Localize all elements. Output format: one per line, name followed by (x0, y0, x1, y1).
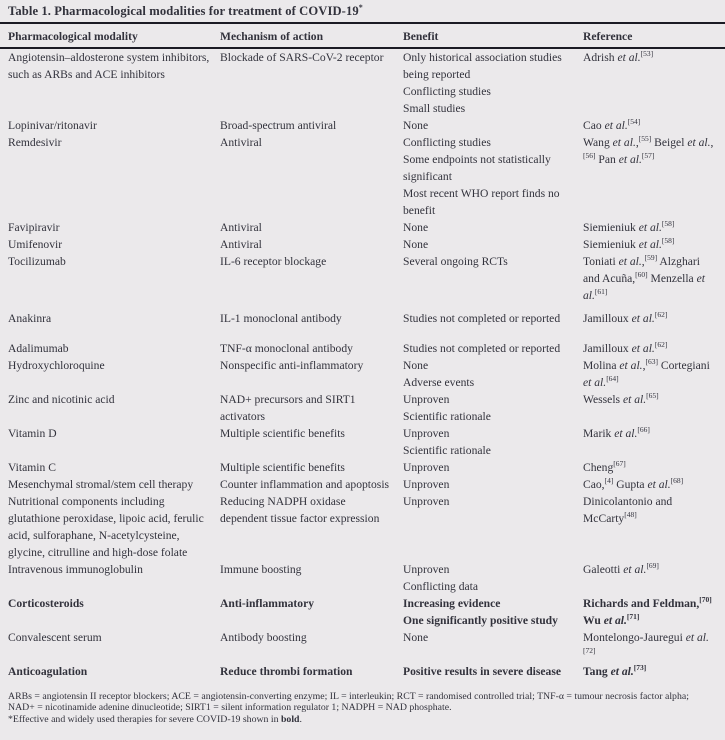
modality-cell: Mesenchymal stromal/stem cell therapy (8, 477, 194, 491)
text-segment: Montelongo-Jauregui (583, 630, 686, 644)
table-row (0, 134, 725, 219)
benefit-line: Several ongoing RCTs (403, 254, 508, 268)
mechanism-cell: Antiviral (220, 220, 262, 234)
benefit-cell (403, 561, 583, 595)
text-segment: et al. (623, 562, 647, 576)
table-row (0, 117, 725, 134)
text-segment: et al. (583, 375, 607, 389)
benefit-cell (403, 663, 583, 680)
benefit-line: None (403, 630, 429, 644)
text-segment: Jamilloux (583, 341, 632, 355)
modality-cell: Zinc and nicotinic acid (8, 392, 115, 406)
mechanism-cell: Broad-spectrum antiviral (220, 118, 337, 132)
column-header-mechanism: Mechanism of action (220, 30, 324, 43)
text-segment: [61] (594, 286, 608, 296)
table-row (0, 629, 725, 663)
modality-cell: Lopinivar/ritonavir (8, 118, 97, 132)
mechanism-cell: TNF-α monoclonal antibody (220, 341, 353, 355)
modality-cell: Angiotensin–aldosterone system inhibitors, such as ARBs and ACE inhibitors (8, 50, 210, 81)
benefit-line: Most recent WHO report finds no benefit (403, 186, 560, 217)
text-segment: [4] (604, 475, 614, 485)
benefit-line: Small studies (403, 101, 466, 115)
text-segment: Wessels (583, 392, 623, 406)
text-segment: Dinicolantonio and McCarty (583, 494, 673, 525)
text-segment: [62] (654, 309, 668, 319)
modality-cell: Corticosteroids (8, 596, 84, 610)
benefit-cell (403, 391, 583, 425)
text-segment: Cheng (583, 460, 614, 474)
reference-cell (583, 629, 717, 663)
table-row (0, 310, 725, 327)
text-segment: Cao, (583, 477, 605, 491)
reference-cell (583, 219, 717, 236)
mechanism-cell: Multiple scientific benefits (220, 426, 345, 440)
reference-cell (583, 49, 717, 66)
reference-cell (583, 561, 717, 578)
text-segment: et al. (687, 135, 711, 149)
text-segment: [56] (583, 150, 596, 160)
mechanism-cell: Antiviral (220, 135, 262, 149)
table-row (0, 391, 725, 425)
benefit-line: Unproven (403, 460, 450, 474)
modality-cell: Hydroxychloroquine (8, 358, 105, 372)
modality-cell: Tocilizumab (8, 254, 66, 268)
text-segment: Cortegiani (657, 358, 710, 372)
text-segment: [64] (606, 373, 619, 383)
text-segment: et al. (638, 237, 662, 251)
footnotes (0, 680, 725, 726)
benefit-line: None (403, 237, 429, 251)
benefit-line: Conflicting studies (403, 84, 491, 98)
text-segment: [68] (670, 475, 684, 485)
text-segment: [72] (583, 645, 596, 655)
text-segment: et al. (610, 664, 634, 678)
modality-cell: Convalescent serum (8, 630, 102, 644)
reference-cell (583, 425, 717, 442)
benefit-line: Conflicting data (403, 579, 479, 593)
benefit-line: Unproven (403, 494, 450, 508)
benefit-line: Unproven (403, 426, 450, 440)
table-body (0, 49, 725, 680)
mechanism-cell: IL-6 receptor blockage (220, 254, 327, 268)
modality-cell: Nutritional components including glutathione peroxidase, lipoic acid, ferulic acid, sulforaphane, N-acetylcysteine, glycine, citrulline and high-dose folate (8, 494, 204, 559)
mechanism-cell: Blockade of SARS-CoV-2 receptor (220, 50, 384, 64)
table-row (0, 561, 725, 595)
text-segment: et al. (604, 118, 628, 132)
benefit-cell (403, 236, 583, 253)
text-segment: et al. (685, 630, 709, 644)
benefit-line: Positive results in severe disease (403, 664, 561, 678)
text-segment: [69] (646, 560, 659, 570)
text-segment: Pan (595, 152, 619, 166)
reference-cell (583, 134, 717, 168)
text-segment: , (642, 358, 646, 372)
text-segment: [73] (633, 662, 647, 672)
text-segment: Cao (583, 118, 605, 132)
mechanism-cell: Reducing NADPH oxidase dependent tissue factor expression (220, 494, 380, 525)
table-title-footnote-marker: * (358, 2, 363, 12)
table-title-text: Table 1. Pharmacological modalities for treatment of COVID-19 (8, 4, 359, 18)
mechanism-cell: Immune boosting (220, 562, 302, 576)
table-row (0, 357, 725, 391)
text-segment: bold (280, 713, 300, 725)
text-segment: [71] (626, 611, 640, 621)
text-segment: Gupta (613, 477, 648, 491)
table-row (0, 253, 725, 304)
text-segment: Alzghari and Acuña, (583, 254, 700, 285)
modality-cell: Favipiravir (8, 220, 60, 234)
table-row (0, 663, 725, 680)
benefit-cell (403, 425, 583, 459)
text-segment: Jamilloux (583, 311, 632, 325)
table-row (0, 49, 725, 117)
reference-cell (583, 459, 717, 476)
column-header-modality: Pharmacological modality (8, 30, 138, 43)
text-segment: et al. (618, 152, 642, 166)
text-segment: et al. (638, 220, 662, 234)
text-segment: Adrish (583, 50, 618, 64)
text-segment: Beigel (651, 135, 688, 149)
text-segment: Richards and Feldman, (583, 596, 700, 610)
reference-cell (583, 236, 717, 253)
text-segment: Menzella (647, 271, 697, 285)
benefit-cell (403, 219, 583, 236)
text-segment: Toniati (583, 254, 619, 268)
benefit-line: Studies not completed or reported (403, 341, 561, 355)
text-segment: . (299, 713, 302, 725)
benefit-line: Unproven (403, 562, 450, 576)
reference-cell (583, 253, 717, 304)
text-segment: [57] (641, 150, 655, 160)
benefit-cell (403, 49, 583, 117)
benefit-line: Scientific rationale (403, 409, 491, 423)
text-segment: et al. (619, 358, 643, 372)
text-segment: et al. (583, 271, 705, 302)
benefit-line: Conflicting studies (403, 135, 491, 149)
text-segment: Siemieniuk (583, 220, 639, 234)
modality-cell: Intravenous immunoglobulin (8, 562, 143, 576)
table-row (0, 425, 725, 459)
footnote-line (8, 714, 717, 726)
text-segment: , (635, 135, 639, 149)
benefit-cell (403, 459, 583, 476)
text-segment: [63] (645, 356, 658, 366)
benefit-line: Scientific rationale (403, 443, 491, 457)
table-row (0, 459, 725, 476)
benefit-cell (403, 357, 583, 391)
column-header-benefit: Benefit (403, 30, 439, 43)
text-segment: et al. (618, 254, 642, 268)
reference-cell (583, 117, 717, 134)
text-segment: , (641, 254, 645, 268)
reference-cell (583, 476, 717, 493)
text-segment: [58] (661, 218, 675, 228)
reference-cell (583, 493, 717, 527)
table-header-row (0, 24, 725, 47)
benefit-cell (403, 253, 583, 270)
table-row (0, 219, 725, 236)
text-segment: [66] (637, 424, 650, 434)
text-segment: Wu (583, 613, 604, 627)
text-segment: Molina (583, 358, 620, 372)
modality-cell: Vitamin D (8, 426, 57, 440)
mechanism-cell: Antiviral (220, 237, 262, 251)
mechanism-cell: NAD+ precursors and SIRT1 activators (220, 392, 356, 423)
benefit-line: Increasing evidence (403, 596, 501, 610)
text-segment: [54] (627, 116, 641, 126)
benefit-line: Some endpoints not statistically significant (403, 152, 551, 183)
mechanism-cell: IL-1 monoclonal antibody (220, 311, 342, 325)
benefit-line: None (403, 358, 429, 372)
reference-cell (583, 595, 717, 629)
text-segment: [60] (635, 269, 648, 279)
reference-cell (583, 310, 717, 327)
modality-cell: Anticoagulation (8, 664, 88, 678)
text-segment: [58] (661, 235, 675, 245)
text-segment: [70] (699, 594, 712, 604)
modality-cell: Adalimumab (8, 341, 69, 355)
modality-cell: Umifenovir (8, 237, 63, 251)
reference-cell (583, 663, 717, 680)
table-row (0, 340, 725, 357)
text-segment: [55] (638, 133, 652, 143)
benefit-line: Only historical association studies being reported (403, 50, 562, 81)
table-row (0, 493, 725, 561)
mechanism-cell: Reduce thrombi formation (220, 664, 353, 678)
text-segment: [48] (624, 509, 637, 519)
table-row (0, 595, 725, 629)
benefit-cell (403, 476, 583, 493)
text-segment: Marik (583, 426, 615, 440)
benefit-cell (403, 134, 583, 219)
text-segment: Wang (583, 135, 613, 149)
modality-cell: Anakinra (8, 311, 52, 325)
mechanism-cell: Multiple scientific benefits (220, 460, 345, 474)
text-segment: et al. (622, 392, 647, 406)
text-segment: et al. (603, 613, 627, 627)
benefit-cell (403, 629, 583, 646)
footnote-line (8, 702, 717, 714)
text-segment: [65] (646, 390, 659, 400)
text-segment: , (710, 135, 714, 149)
reference-cell (583, 340, 717, 357)
text-segment: et al. (612, 135, 636, 149)
text-segment: et al. (631, 311, 655, 325)
text-segment: Siemieniuk (583, 237, 639, 251)
benefit-line: Unproven (403, 392, 450, 406)
benefit-line: Adverse events (403, 375, 475, 389)
benefit-line: None (403, 118, 429, 132)
text-segment: Galeotti (583, 562, 624, 576)
text-segment: [53] (640, 48, 654, 58)
benefit-cell (403, 310, 583, 327)
text-segment: et al. (614, 426, 638, 440)
mechanism-cell: Counter inflammation and apoptosis (220, 477, 390, 491)
benefit-line: Studies not completed or reported (403, 311, 561, 325)
text-segment: NAD+ = nicotinamide adenine dinucleotide; SIRT1 = silent information regulator 1; NADPH = NAD phosphate. (8, 702, 452, 713)
mechanism-cell: Nonspecific anti-inflammatory (220, 358, 364, 372)
benefit-line: None (403, 220, 429, 234)
benefit-cell (403, 493, 583, 510)
reference-cell (583, 357, 717, 391)
text-segment: [62] (654, 339, 668, 349)
text-segment: [59] (644, 252, 658, 262)
column-header-reference: Reference (583, 30, 633, 43)
benefit-cell (403, 340, 583, 357)
text-segment: et al. (647, 477, 671, 491)
table-row (0, 476, 725, 493)
footnote-line (8, 691, 717, 703)
benefit-line: Unproven (403, 477, 450, 491)
benefit-cell (403, 117, 583, 134)
benefit-line: One significantly positive study (403, 613, 558, 627)
modality-cell: Vitamin C (8, 460, 56, 474)
table-row (0, 236, 725, 253)
benefit-cell (403, 595, 583, 629)
text-segment: *Effective and widely used therapies for severe COVID-19 shown in (8, 713, 281, 725)
mechanism-cell: Anti-inflammatory (220, 596, 315, 610)
mechanism-cell: Antibody boosting (220, 630, 307, 644)
reference-cell (583, 391, 717, 408)
text-segment: Tang (583, 664, 611, 678)
table-title (0, 0, 725, 22)
text-segment: et al. (631, 341, 655, 355)
text-segment: et al. (617, 50, 641, 64)
text-segment: [67] (613, 458, 626, 468)
modality-cell: Remdesivir (8, 135, 62, 149)
text-segment: ARBs = angiotensin II receptor blockers; ACE = angiotensin-converting enzyme; IL = interleukin; RCT = randomised controlled trial; TNF-α = tumour necrosis factor alpha; (8, 690, 689, 702)
